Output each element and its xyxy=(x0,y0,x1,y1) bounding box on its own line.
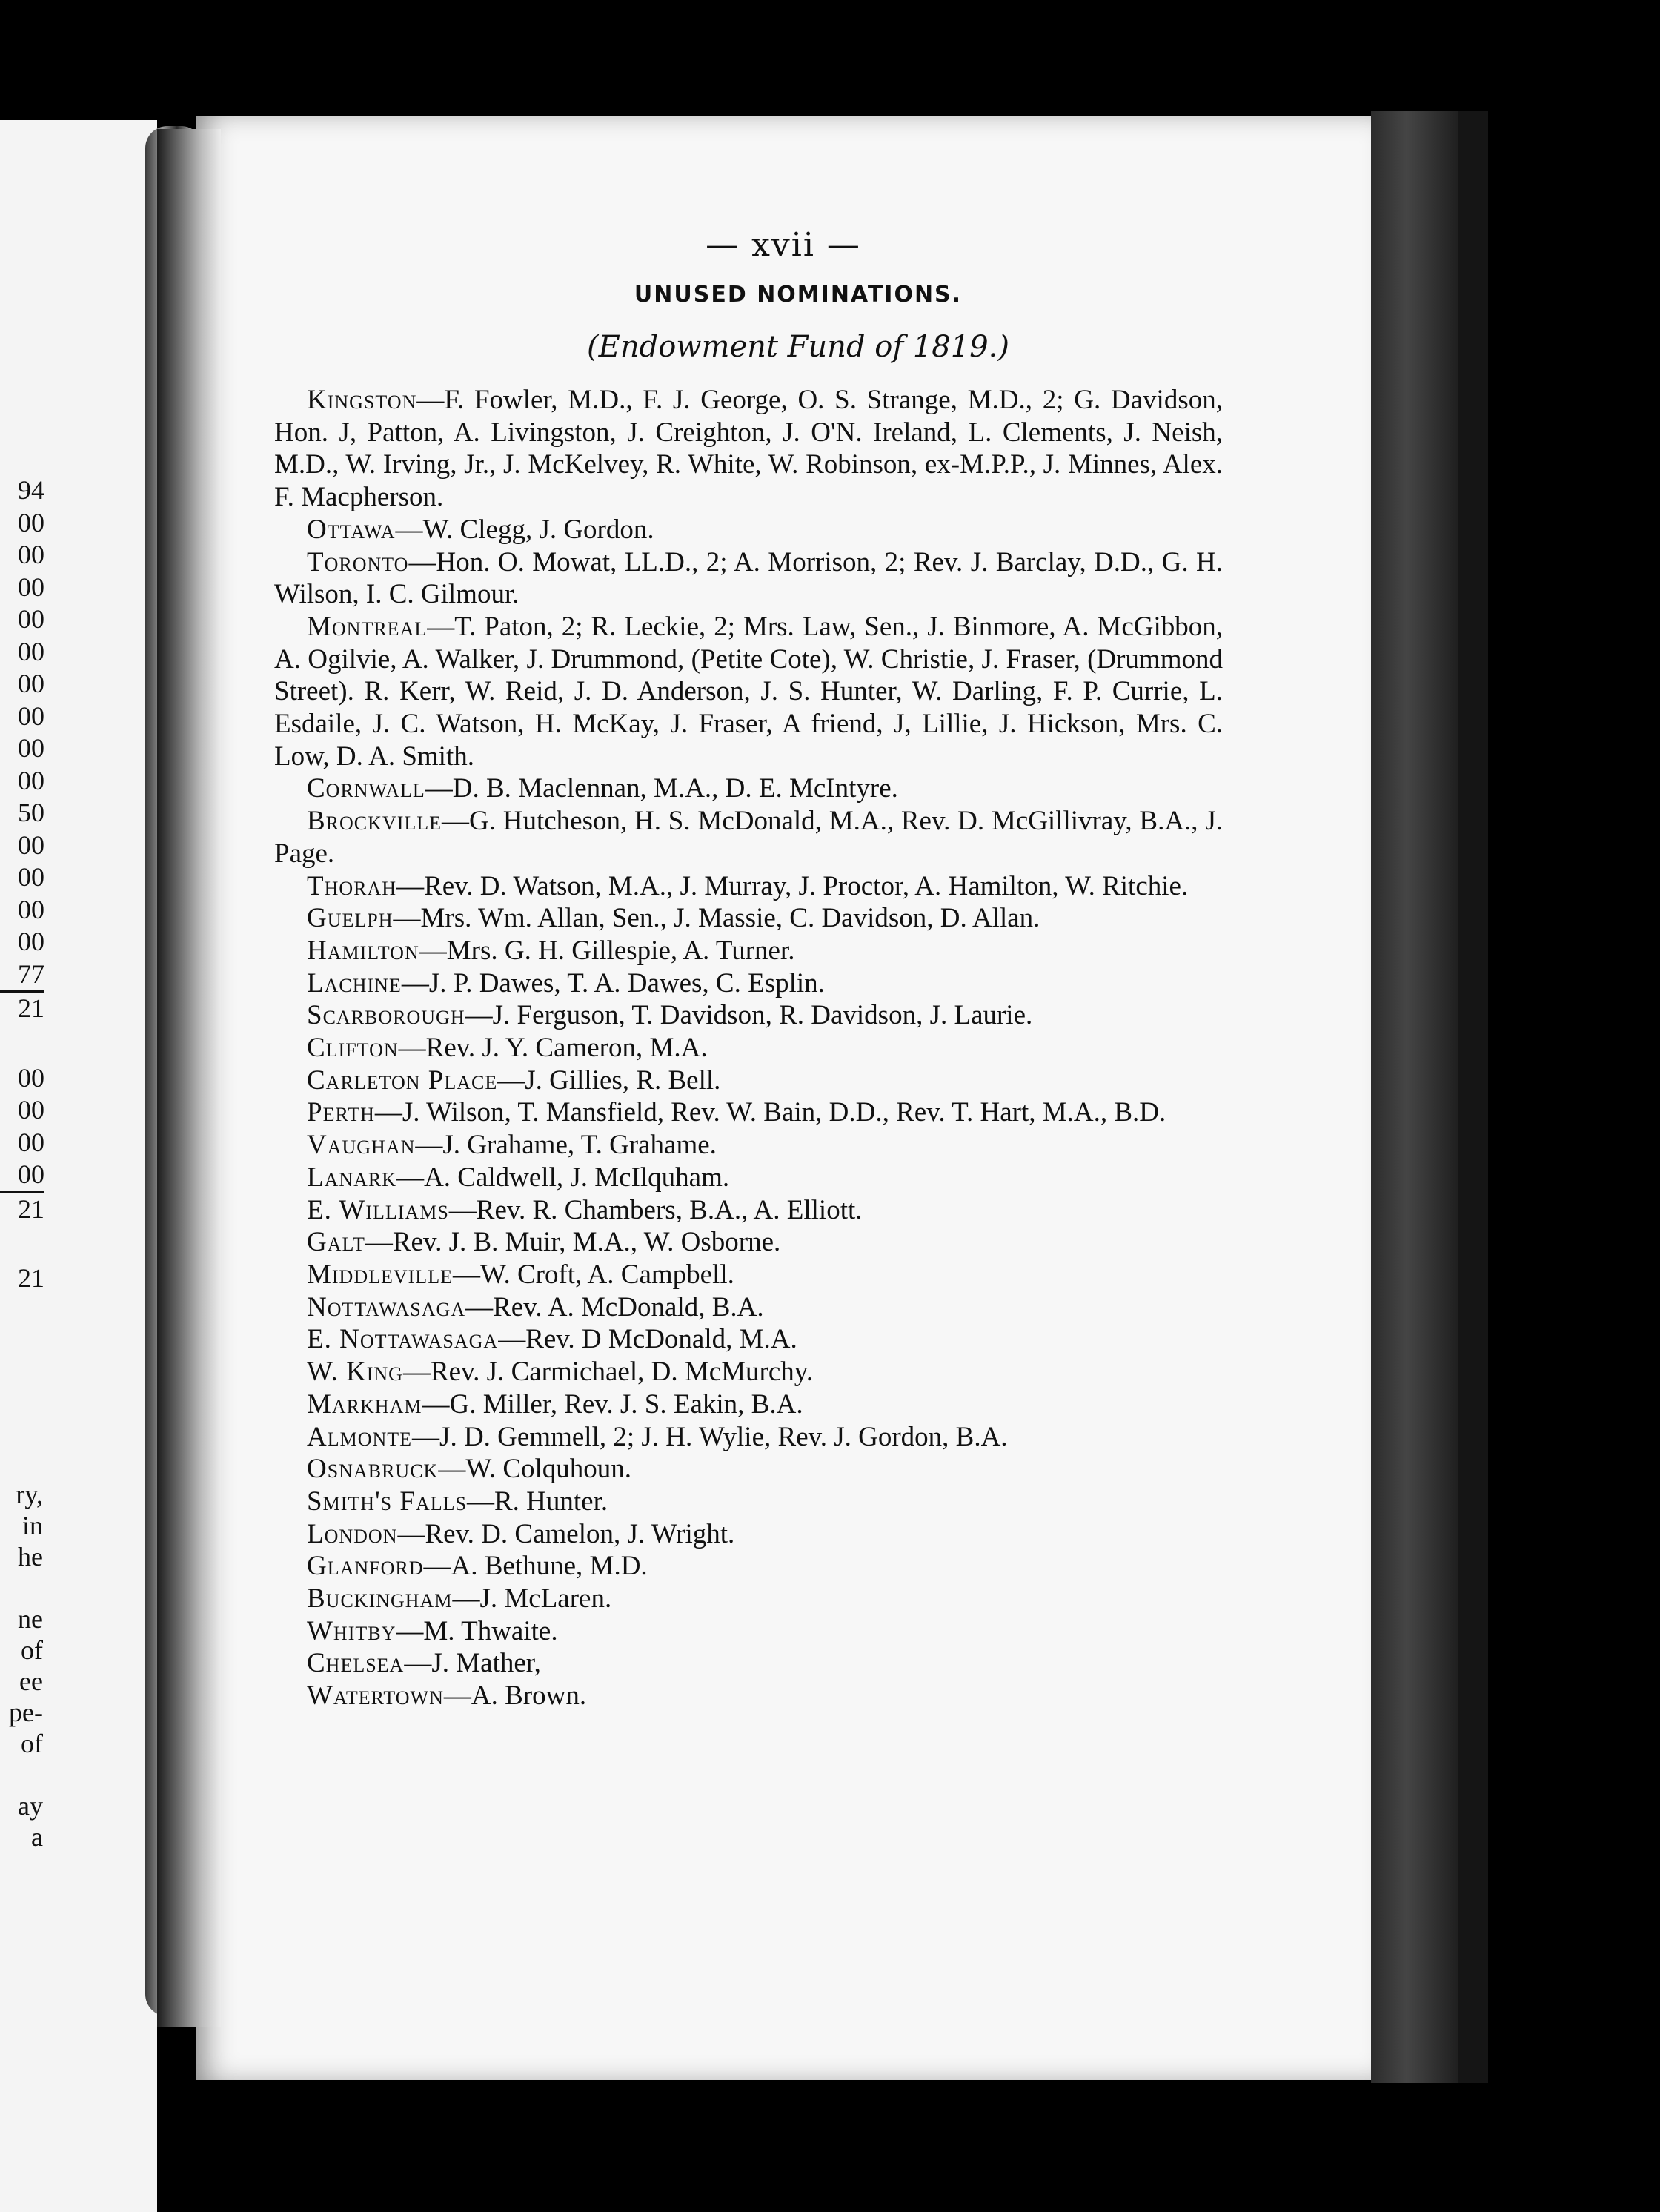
nominee-names: —J. Gillies, R. Bell. xyxy=(497,1064,721,1096)
nominee-names: —D. B. Maclennan, M.A., D. E. McIntyre. xyxy=(425,773,898,804)
nominee-names: —G. Hutcheson, H. S. McDonald, M.A., Rev. D. McGillivray, B.A., J. Page. xyxy=(274,806,1223,869)
place-name: Buckingham xyxy=(307,1583,453,1615)
nominee-names: —W. Clegg, J. Gordon. xyxy=(395,514,654,545)
nomination-entry xyxy=(274,1388,1223,1421)
nominations-list xyxy=(274,384,1223,1712)
nominee-names: —Rev. J. Y. Cameron, M.A. xyxy=(398,1033,708,1064)
previous-page-number: 00 xyxy=(18,1127,44,1157)
place-name: E. Nottawasaga xyxy=(307,1324,499,1355)
nomination-entry xyxy=(274,1453,1223,1486)
nominee-names: —M. Thwaite. xyxy=(396,1615,558,1646)
nominee-names: —Rev. D. Watson, M.A., J. Murray, J. Proctor, A. Hamilton, W. Ritchie. xyxy=(396,870,1189,901)
previous-page-number: 50 xyxy=(18,798,44,827)
previous-page-number: 00 xyxy=(18,540,44,569)
previous-page-number: 00 xyxy=(18,604,44,634)
nominee-names: —T. Paton, 2; R. Leckie, 2; Mrs. Law, Sen., J. Binmore, A. McGibbon, A. Ogilvie, A. Walker, J. Drummond, (Petite Cote), W. Christie, J. Fraser, (Drummond Street). R. Kerr, W. Reid, J. D. Anderson, J. S. Hunter, W. Darling, F. P. Currie, L. Esdaile, J. C. Watson, H. McKay, J. Fraser, A friend, J, Lillie, J. Hickson, Mrs. C. Low, D. A. Smith. xyxy=(274,611,1223,772)
nominee-names: —W. Croft, A. Campbell. xyxy=(452,1259,734,1290)
place-name: Clifton xyxy=(307,1033,399,1064)
book-edge xyxy=(1371,111,1460,2083)
nomination-entry xyxy=(274,1259,1223,1291)
nomination-entry xyxy=(274,1518,1223,1551)
nomination-entry xyxy=(274,805,1223,870)
nomination-entry xyxy=(274,935,1223,967)
place-name: London xyxy=(307,1518,398,1549)
previous-page-number: 00 xyxy=(18,830,44,860)
previous-page-word: of xyxy=(21,1729,43,1758)
nomination-entry xyxy=(274,1064,1223,1097)
place-name: Glanford xyxy=(307,1551,424,1582)
page-title: UNUSED NOMINATIONS. xyxy=(634,282,963,308)
place-name: Toronto xyxy=(307,546,409,577)
previous-page-number: 00 xyxy=(18,1062,44,1093)
place-name: Vaughan xyxy=(307,1130,416,1161)
previous-page-number: 00 xyxy=(18,765,44,795)
previous-page-number: 21 xyxy=(18,1263,44,1293)
nominee-names: —J. Grahame, T. Grahame. xyxy=(415,1130,717,1161)
place-name: Markham xyxy=(307,1388,422,1420)
place-name: Brockville xyxy=(307,806,442,837)
place-name: W. King xyxy=(307,1357,403,1388)
place-name: Galt xyxy=(307,1227,365,1258)
previous-page-number: 00 xyxy=(18,733,44,763)
nominee-names: —G. Miller, Rev. J. S. Eakin, B.A. xyxy=(422,1388,803,1420)
nominee-names: —Hon. O. Mowat, LL.D., 2; A. Morrison, 2; Rev. J. Barclay, D.D., G. H. Wilson, I. C. Gilmour. xyxy=(274,546,1223,610)
previous-page-number: 00 xyxy=(18,669,44,698)
previous-page-text-fragment xyxy=(0,1479,43,1852)
nomination-entry xyxy=(274,1680,1223,1712)
nomination-entry xyxy=(274,772,1223,805)
previous-page-number-column xyxy=(0,474,44,1295)
previous-page-number: 77 xyxy=(0,958,44,993)
nomination-entry xyxy=(274,1194,1223,1227)
previous-page-word: ry, xyxy=(16,1480,43,1509)
nominee-names: —Rev. D McDonald, M.A. xyxy=(498,1324,797,1355)
place-name: Whitby xyxy=(307,1615,396,1646)
previous-page-word: ay xyxy=(18,1791,43,1821)
place-name: E. Williams xyxy=(307,1194,449,1225)
nominee-names: —Rev. D. Camelon, J. Wright. xyxy=(397,1518,735,1549)
nomination-entry xyxy=(274,1291,1223,1324)
nominee-names: —R. Hunter. xyxy=(466,1486,608,1517)
nominee-names: —Mrs. G. H. Gillespie, A. Turner. xyxy=(419,935,795,966)
place-name: Almonte xyxy=(307,1421,413,1452)
previous-page-word: he xyxy=(18,1542,43,1572)
place-name: Carleton Place xyxy=(307,1064,498,1096)
previous-page-number: 00 xyxy=(18,894,44,924)
previous-page-word: in xyxy=(21,1511,43,1540)
nominee-names: —A. Bethune, M.D. xyxy=(423,1551,648,1582)
place-name: Scarborough xyxy=(307,1000,465,1031)
nomination-entry xyxy=(274,1583,1223,1615)
place-name: Smith's Falls xyxy=(307,1486,467,1517)
previous-page-word: ee xyxy=(19,1666,43,1696)
nominee-names: —Mrs. Wm. Allan, Sen., J. Massie, C. Davidson, D. Allan. xyxy=(393,903,1040,934)
previous-page-word: of xyxy=(21,1635,43,1665)
place-name: Cornwall xyxy=(307,773,425,804)
previous-page-number: 00 xyxy=(18,636,44,666)
nominee-names: —Rev. J. B. Muir, M.A., W. Osborne. xyxy=(365,1227,781,1258)
place-name: Hamilton xyxy=(307,935,419,966)
previous-page-word: pe- xyxy=(9,1698,43,1727)
nomination-entry xyxy=(274,999,1223,1032)
nominee-names: —F. Fowler, M.D., F. J. George, O. S. Strange, M.D., 2; G. Davidson, Hon. J, Patton, A. Livingston, J. Creighton, J. O'N. Ireland, L. Clements, J. Neish, M.D., W. Irving, Jr., J. McKelvey, R. White, W. Robinson, ex-M.P.P., J. Minnes, Alex. F. Macpherson. xyxy=(274,385,1223,513)
previous-page-number: 00 xyxy=(18,507,44,537)
nomination-entry xyxy=(274,870,1223,903)
place-name: Chelsea xyxy=(307,1648,405,1679)
book-gutter xyxy=(157,129,221,2027)
place-name: Thorah xyxy=(307,870,397,901)
previous-page-word xyxy=(0,1572,43,1603)
nominee-names: —J. Mather, xyxy=(404,1648,541,1679)
nomination-entry xyxy=(274,1096,1223,1129)
nomination-entry xyxy=(274,611,1223,773)
page-subtitle: (Endowment Fund of 1819.) xyxy=(587,330,1009,364)
nomination-entry xyxy=(274,967,1223,1000)
page-number: — xvii — xyxy=(706,226,861,264)
place-name: Watertown xyxy=(307,1680,444,1712)
nomination-entry xyxy=(274,514,1223,546)
previous-page-number: 00 xyxy=(18,572,44,602)
place-name: Middleville xyxy=(307,1259,453,1290)
previous-page-number: 00 xyxy=(18,1095,44,1125)
previous-page-number: 00 xyxy=(0,1159,44,1193)
previous-page-number: 00 xyxy=(18,927,44,956)
nominee-names: —J. Ferguson, T. Davidson, R. Davidson, J. Laurie. xyxy=(465,1000,1033,1031)
nomination-entry xyxy=(274,1323,1223,1356)
nominee-names: —Rev. J. Carmichael, D. McMurchy. xyxy=(402,1357,814,1388)
book-edge-dark xyxy=(1458,111,1488,2083)
nomination-entry xyxy=(274,902,1223,935)
place-name: Guelph xyxy=(307,903,394,934)
previous-page-number: 21 xyxy=(18,1193,44,1224)
nomination-entry xyxy=(274,1486,1223,1518)
nomination-entry xyxy=(274,1129,1223,1162)
place-name: Perth xyxy=(307,1097,375,1128)
previous-page-word: a xyxy=(31,1822,43,1852)
previous-page-number: 21 xyxy=(18,993,44,1023)
place-name: Lachine xyxy=(307,967,402,999)
previous-page-word xyxy=(0,1759,43,1790)
place-name: Ottawa xyxy=(307,514,396,545)
nomination-entry xyxy=(274,1615,1223,1648)
nomination-entry xyxy=(274,1421,1223,1454)
place-name: Lanark xyxy=(307,1162,397,1193)
place-name: Montreal xyxy=(307,611,428,642)
nomination-entry xyxy=(274,384,1223,514)
nominee-names: —J. Wilson, T. Mansfield, Rev. W. Bain, D.D., Rev. T. Hart, M.A., B.D. xyxy=(374,1097,1166,1128)
nomination-entry xyxy=(274,1356,1223,1388)
nomination-entry xyxy=(274,1647,1223,1680)
previous-page-word: ne xyxy=(18,1604,43,1634)
previous-page-number: 94 xyxy=(18,475,44,505)
nomination-entry xyxy=(274,1032,1223,1064)
nominee-names: —J. D. Gemmell, 2; J. H. Wylie, Rev. J. Gordon, B.A. xyxy=(412,1421,1008,1452)
nomination-entry xyxy=(274,1162,1223,1194)
nomination-entry xyxy=(274,546,1223,611)
previous-page-number: 00 xyxy=(18,862,44,892)
place-name: Kingston xyxy=(307,385,417,415)
nominee-names: —J. McLaren. xyxy=(452,1583,612,1615)
nominee-names: —Rev. A. McDonald, B.A. xyxy=(465,1291,764,1322)
nomination-entry xyxy=(274,1226,1223,1259)
nominee-names: —A. Brown. xyxy=(443,1680,587,1712)
nomination-entry xyxy=(274,1550,1223,1583)
nominee-names: —J. P. Dawes, T. A. Dawes, C. Esplin. xyxy=(401,967,825,999)
previous-page-number: 00 xyxy=(18,701,44,731)
nominee-names: —W. Colquhoun. xyxy=(438,1454,632,1485)
place-name: Osnabruck xyxy=(307,1454,439,1485)
nominee-names: —A. Caldwell, J. McIlquham. xyxy=(396,1162,730,1193)
place-name: Nottawasaga xyxy=(307,1291,466,1322)
nominee-names: —Rev. R. Chambers, B.A., A. Elliott. xyxy=(448,1194,863,1225)
